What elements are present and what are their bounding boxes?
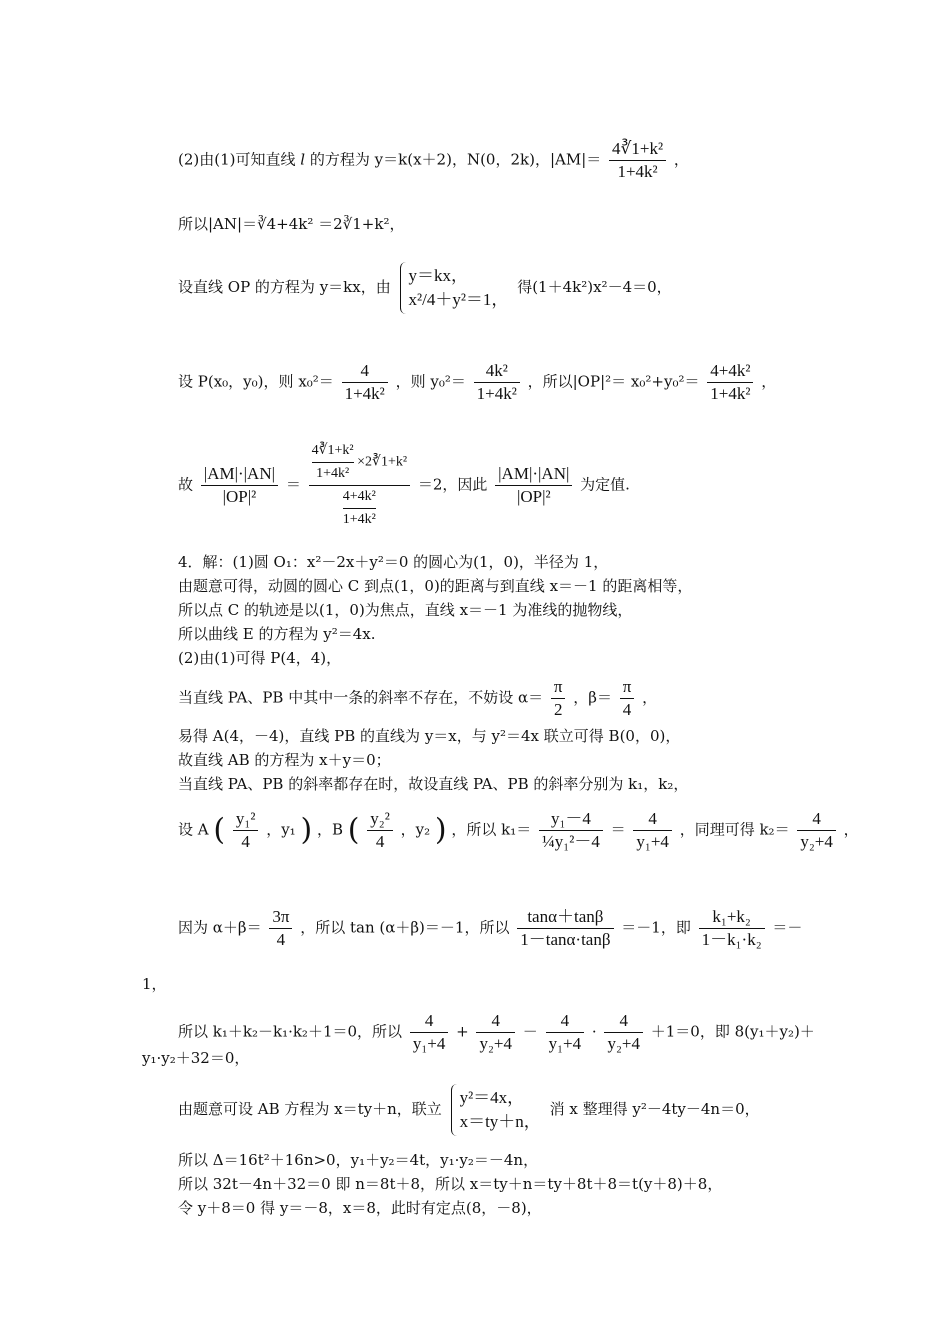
numerator: 4 — [546, 1010, 585, 1033]
numerator: 4 — [342, 360, 388, 383]
denominator: 1+4k² — [617, 162, 658, 181]
s4-line-16: 所以 Δ＝16t²＋16n>0，y₁＋y₂＝4t，y₁·y₂＝－4n， — [178, 1151, 539, 1169]
denominator: 1+4k² — [344, 384, 385, 403]
s4-line-17: 所以 32t－4n＋32＝0 即 n＝8t＋8，所以 x＝ty＋n＝ty＋8t＋8＝t(y＋8)＋8， — [178, 1175, 723, 1193]
s4-line-7: 易得 A(4，－4)，直线 PB 的直线为 y＝x，与 y²＝4x 联立可得 B(0，0)， — [178, 727, 681, 745]
numerator: 4 — [410, 1010, 449, 1033]
text: 故 — [178, 475, 194, 494]
s4-line-15 — [178, 1084, 760, 1136]
text: 由题意可设 AB 方程为 x＝ty＋n，联立 — [178, 1100, 442, 1118]
fraction — [539, 808, 603, 853]
left-paren: ( — [213, 812, 226, 848]
numerator: |AM|·|AN| — [495, 463, 572, 486]
s4-line-4: 所以曲线 E 的方程为 y²＝4x. — [178, 625, 376, 643]
denominator: y₂+4 — [607, 1034, 640, 1053]
fraction — [797, 808, 836, 853]
text: ，y₂ — [400, 820, 431, 839]
text: ，则 — [395, 372, 426, 391]
text: ，所以 k₁＝ — [451, 820, 532, 839]
numerator: y₁² — [233, 808, 259, 831]
text: 为定值. — [580, 475, 630, 494]
text: ＝2，因此 — [417, 475, 488, 494]
right-paren: ) — [434, 812, 447, 848]
inner-denominator: 1+4k² — [342, 512, 376, 527]
solution-line-4 — [178, 360, 776, 405]
equation: y＝kx， — [408, 266, 468, 285]
denominator: 1－tanα·tanβ — [520, 930, 611, 949]
s4-line-13 — [178, 1010, 815, 1055]
fraction — [633, 808, 672, 853]
s4-line-14: y₁·y₂＋32＝0， — [142, 1049, 250, 1067]
denominator: y₂+4 — [800, 832, 833, 851]
numerator: 4+4k² — [707, 360, 753, 383]
fraction — [474, 360, 520, 405]
fraction — [269, 906, 292, 951]
left-paren: ( — [347, 812, 360, 848]
denominator: |OP|² — [516, 487, 551, 506]
fraction — [699, 906, 765, 951]
solution-line-3 — [178, 262, 672, 314]
denominator: y₂+4 — [479, 1034, 512, 1053]
text: ，β＝ — [573, 688, 612, 707]
text: y₀²＝ — [430, 372, 466, 391]
text: l — [300, 150, 306, 169]
equation: y²＝4x， — [459, 1088, 525, 1107]
denominator — [309, 486, 410, 531]
numerator: y₁－4 — [539, 808, 603, 831]
denominator: 1+4k² — [476, 384, 517, 403]
text: ＝－ — [772, 918, 803, 937]
fraction — [620, 676, 635, 721]
numerator — [309, 440, 410, 486]
s4-line-8: 故直线 AB 的方程为 x＋y＝0； — [178, 751, 391, 769]
text: ，B — [316, 820, 344, 839]
fraction — [201, 463, 278, 508]
text: 所以 k₁＋k₂－k₁·k₂＋1＝0，所以 — [178, 1022, 403, 1041]
s4-line-10 — [178, 808, 859, 853]
text: ， — [843, 820, 859, 839]
denominator: 4 — [276, 930, 286, 949]
fraction — [476, 1010, 515, 1055]
fraction — [233, 808, 259, 853]
right-paren: ) — [300, 812, 313, 848]
denominator: 4 — [622, 700, 632, 719]
numerator: |AM|·|AN| — [201, 463, 278, 486]
text: ，所以 tan (α＋β)＝－1，所以 — [300, 918, 510, 937]
numerator: y₂² — [367, 808, 393, 831]
numerator: 4 — [604, 1010, 643, 1033]
numerator: 4k² — [474, 360, 520, 383]
denominator: 4 — [375, 832, 385, 851]
numerator: 4 — [476, 1010, 515, 1033]
solution-line-1 — [178, 138, 689, 183]
inner-denominator: 1+4k² — [316, 466, 350, 481]
text: y＝k(x＋2)，N(0，2k)，|AM|＝ — [374, 150, 602, 169]
numerator: π — [620, 676, 635, 699]
fraction — [707, 360, 753, 405]
numerator: π — [551, 676, 566, 699]
numerator: tanα＋tanβ — [517, 906, 613, 929]
denominator: 1－k₁·k₂ — [701, 930, 762, 949]
solution-line-2: 所以|AN|＝∛4+4k² ＝2∛1+k²， — [178, 215, 405, 233]
operator: + — [456, 1022, 469, 1041]
fraction — [410, 1010, 449, 1055]
compound-fraction — [309, 440, 410, 531]
text: 因为 α＋β＝ — [178, 918, 262, 937]
s4-line-3: 所以点 C 的轨迹是以(1，0)为焦点，直线 x＝－1 为准线的抛物线， — [178, 601, 633, 619]
s4-line-2: 由题意可得，动圆的圆心 C 到点(1，0)的距离与到直线 x＝－1 的距离相等， — [178, 577, 693, 595]
denominator: y₁+4 — [548, 1034, 582, 1053]
s4-line-18: 令 y＋8＝0 得 y＝－8，x＝8，此时有定点(8，－8)， — [178, 1199, 542, 1217]
text: 设 P(x₀，y₀)，则 — [178, 372, 294, 391]
text: ，同理可得 k₂＝ — [679, 820, 790, 839]
denominator: ¼y₁²－4 — [542, 832, 600, 851]
inner-numerator: 4+4k² — [343, 486, 376, 509]
equation: x＝ty＋n， — [459, 1112, 541, 1131]
fraction — [517, 906, 613, 951]
s4-line-12: 1， — [142, 975, 167, 993]
operator: · — [591, 1022, 597, 1041]
text: ＝ — [610, 820, 626, 839]
fraction — [495, 463, 572, 508]
text: x₀²+y₀²＝ — [630, 372, 700, 391]
fraction — [604, 1010, 643, 1055]
denominator: 1+4k² — [710, 384, 751, 403]
s4-line-9: 当直线 PA、PB 的斜率都存在时，故设直线 PA、PB 的斜率分别为 k₁，k₂， — [178, 775, 689, 793]
text: 的方程为 — [309, 150, 370, 169]
text: ， — [673, 150, 689, 169]
text: ， — [761, 372, 777, 391]
denominator: 4 — [241, 832, 250, 851]
text: ，所以|OP|²＝ — [527, 372, 627, 391]
fraction — [546, 1010, 585, 1055]
s4-line-11 — [178, 906, 802, 951]
numerator: 3π — [269, 906, 292, 929]
fraction — [342, 360, 388, 405]
s4-line-6 — [178, 676, 657, 721]
denominator: |OP|² — [222, 487, 257, 506]
text: 消 x 整理得 y²－4ty－4n＝0， — [549, 1100, 760, 1118]
text: (2)由(1)可知直线 — [178, 150, 296, 169]
denominator: y₁+4 — [636, 832, 669, 851]
text: ＋1＝0，即 8(y₁＋y₂)＋ — [650, 1022, 815, 1041]
inner-numerator: 4∛1+k² — [312, 440, 354, 463]
numerator: 4 — [797, 808, 836, 831]
operator: － — [522, 1022, 538, 1041]
s4-line-1: 4．解：(1)圆 O₁：x²－2x＋y²＝0 的圆心为(1，0)，半径为 1， — [178, 553, 609, 571]
text: ＝－1，即 — [621, 918, 691, 937]
text: ，y₁ — [266, 820, 296, 839]
denominator: y₁+4 — [412, 1034, 446, 1053]
equation-system — [451, 1084, 541, 1136]
fraction — [367, 808, 393, 853]
numerator: 4 — [633, 808, 672, 831]
text: ×2∛1+k² — [357, 454, 408, 470]
numerator: 4∛1+k² — [609, 138, 666, 161]
solution-line-5 — [178, 440, 630, 531]
equation-system — [400, 262, 509, 314]
numerator: k₁+k₂ — [699, 906, 765, 929]
text: ， — [642, 688, 658, 707]
equation: x²/4＋y²＝1， — [408, 290, 509, 309]
text: 设直线 OP 的方程为 y＝kx，由 — [178, 278, 391, 296]
text: ＝ — [285, 475, 301, 494]
text: 当直线 PA、PB 中其中一条的斜率不存在，不妨设 α＝ — [178, 688, 544, 707]
text: 得(1＋4k²)x²－4＝0， — [517, 278, 672, 296]
fraction — [609, 138, 666, 183]
denominator: 2 — [553, 700, 563, 719]
fraction — [551, 676, 566, 721]
text: x₀²＝ — [298, 372, 334, 391]
s4-line-5: (2)由(1)可得 P(4，4)， — [178, 649, 342, 667]
text: 设 A — [178, 820, 209, 839]
